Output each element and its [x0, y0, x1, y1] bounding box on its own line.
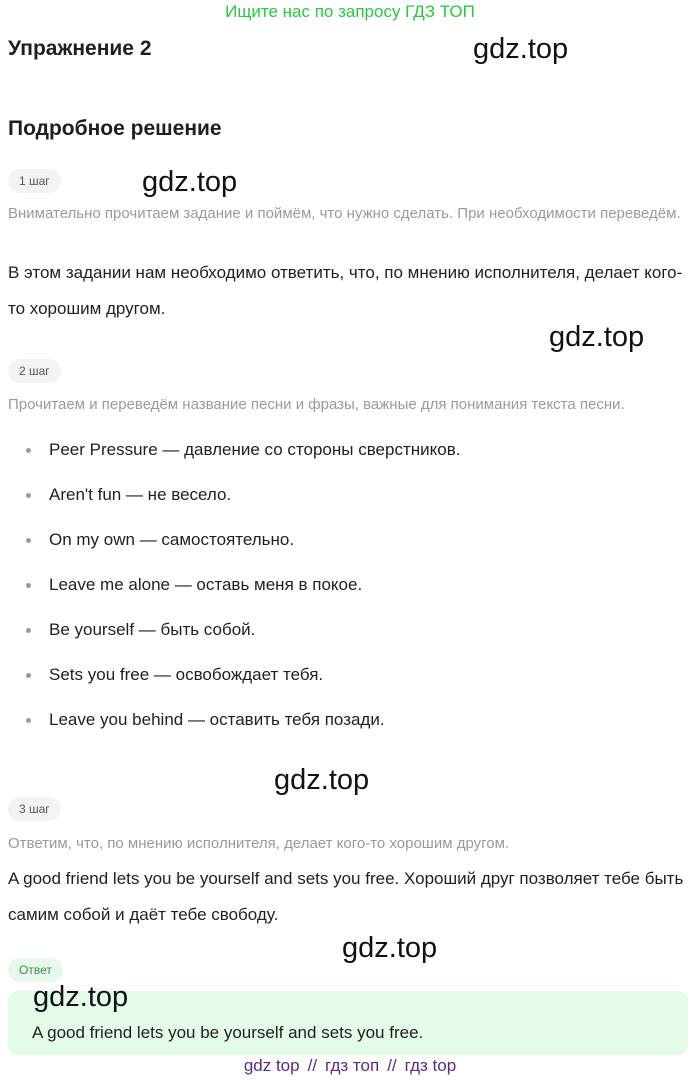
bullet-dot [26, 493, 31, 498]
watermark: gdz.top [342, 932, 438, 964]
bullet-dot [26, 718, 31, 723]
answer-text: A good friend lets you be yourself and sets you free. [32, 1023, 424, 1042]
watermark: gdz.top [142, 166, 238, 198]
list-item-text: Sets you free — освобождает тебя. [49, 665, 324, 684]
step-2-hint: Прочитаем и переведём название песни и фразы, важные для понимания текста песни. [8, 396, 625, 413]
answer-label: Ответ [8, 958, 63, 982]
bullet-dot [26, 448, 31, 453]
bullet-dot [26, 673, 31, 678]
list-item [0, 657, 460, 702]
list-item-text: Peer Pressure — давление со стороны сверстников. [49, 440, 461, 459]
answer-badge [8, 958, 63, 982]
bullet-dot [26, 583, 31, 588]
watermark: gdz.top [33, 981, 129, 1013]
list-item-text: Be yourself — быть собой. [49, 620, 256, 639]
watermark: gdz.top [473, 33, 569, 65]
step-1-text: В этом задании нам необходимо ответить, что, по мнению исполнителя, делает кого-то хорошим другом. [8, 263, 683, 318]
solution-heading: Подробное решение [8, 117, 222, 140]
step-3-badge [8, 797, 61, 821]
list-item [0, 477, 460, 522]
step-2-label: 2 шаг [8, 359, 61, 383]
footer-separator: // [307, 1056, 318, 1075]
list-item-text: Leave you behind — оставить тебя позади. [49, 710, 385, 729]
list-item [0, 567, 460, 612]
step-3-label: 3 шаг [8, 797, 61, 821]
top-banner: Ищите нас по запросу ГДЗ ТОП [225, 2, 475, 21]
list-item [0, 702, 460, 747]
footer-link[interactable]: gdz top [243, 1056, 300, 1075]
list-item [0, 612, 460, 657]
step-3-hint: Ответим, что, по мнению исполнителя, делает кого-то хорошим другом. [8, 835, 510, 852]
step-1-label: 1 шаг [8, 169, 61, 193]
phrase-list [0, 432, 460, 747]
watermark: gdz.top [549, 321, 645, 353]
step-1-badge [8, 169, 61, 193]
footer-separator: // [387, 1056, 397, 1075]
list-item-text: Leave me alone — оставь меня в покое. [49, 575, 363, 594]
step-1-hint: Внимательно прочитаем задание и поймём, что нужно сделать. При необходимости переведём. [8, 205, 681, 222]
bullet-dot [26, 538, 31, 543]
list-item [0, 432, 460, 477]
step-3-text: A good friend lets you be yourself and sets you free. Хороший друг позволяет тебе быть самим собой и даёт тебе свободу. [8, 869, 684, 924]
footer-links [0, 1053, 700, 1079]
list-item-text: On my own — самостоятельно. [49, 530, 295, 549]
watermark: gdz.top [274, 764, 370, 796]
exercise-title: Упражнение 2 [8, 37, 152, 60]
step-2-badge [8, 359, 61, 383]
list-item-text: Aren't fun — не весело. [49, 485, 232, 504]
bullet-dot [26, 628, 31, 633]
footer-link[interactable]: гдз top [404, 1056, 457, 1075]
list-item [0, 522, 460, 567]
footer-link[interactable]: гдз топ [325, 1056, 380, 1075]
